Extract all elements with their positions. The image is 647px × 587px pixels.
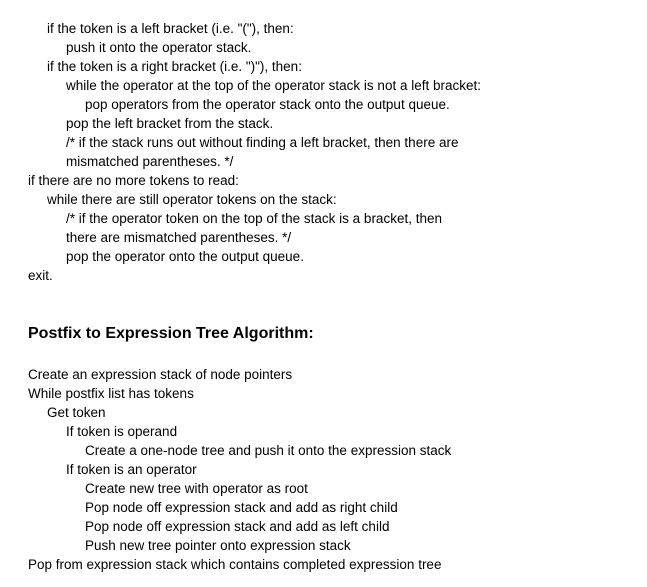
postfix-line-11: Pop from expression stack which contains completed expression tree bbox=[28, 557, 442, 572]
algo-line-10: while there are still operator tokens on the stack: bbox=[47, 192, 337, 207]
algo-comment-line-1: /* if the stack runs out without finding a left bracket, then there are bbox=[66, 135, 459, 150]
algo-line-1: if the token is a left bracket (i.e. "("), then: bbox=[47, 21, 294, 36]
algo-comment-line-3: /* if the operator token on the top of the stack is a bracket, then bbox=[66, 211, 442, 226]
algo-comment-line-4: there are mismatched parentheses. */ bbox=[66, 230, 292, 245]
algo-line-13: pop the operator onto the output queue. bbox=[66, 249, 304, 264]
postfix-line-2: While postfix list has tokens bbox=[28, 386, 194, 401]
postfix-line-5: Create a one-node tree and push it onto the expression stack bbox=[85, 443, 452, 458]
postfix-line-10: Push new tree pointer onto expression stack bbox=[85, 538, 351, 553]
postfix-line-4: If token is operand bbox=[66, 424, 178, 439]
algo-line-3: if the token is a right bracket (i.e. ")"), then: bbox=[47, 59, 302, 74]
algo-line-2: push it onto the operator stack. bbox=[66, 40, 252, 55]
postfix-line-3: Get token bbox=[47, 405, 106, 420]
postfix-line-7: Create new tree with operator as root bbox=[85, 481, 308, 496]
postfix-line-8: Pop node off expression stack and add as right child bbox=[85, 500, 398, 515]
postfix-line-9: Pop node off expression stack and add as left child bbox=[85, 519, 390, 534]
algo-exit-line: exit. bbox=[28, 268, 53, 283]
algo-line-6: pop the left bracket from the stack. bbox=[66, 116, 274, 131]
postfix-line-6: If token is an operator bbox=[66, 462, 197, 477]
algo-line-5: pop operators from the operator stack onto the output queue. bbox=[85, 97, 450, 112]
postfix-line-1: Create an expression stack of node pointers bbox=[28, 367, 293, 382]
section-heading: Postfix to Expression Tree Algorithm: bbox=[28, 325, 314, 342]
algo-line-4: while the operator at the top of the operator stack is not a left bracket: bbox=[66, 78, 481, 93]
algo-comment-line-2: mismatched parentheses. */ bbox=[66, 154, 234, 169]
algo-line-9: if there are no more tokens to read: bbox=[28, 173, 239, 188]
